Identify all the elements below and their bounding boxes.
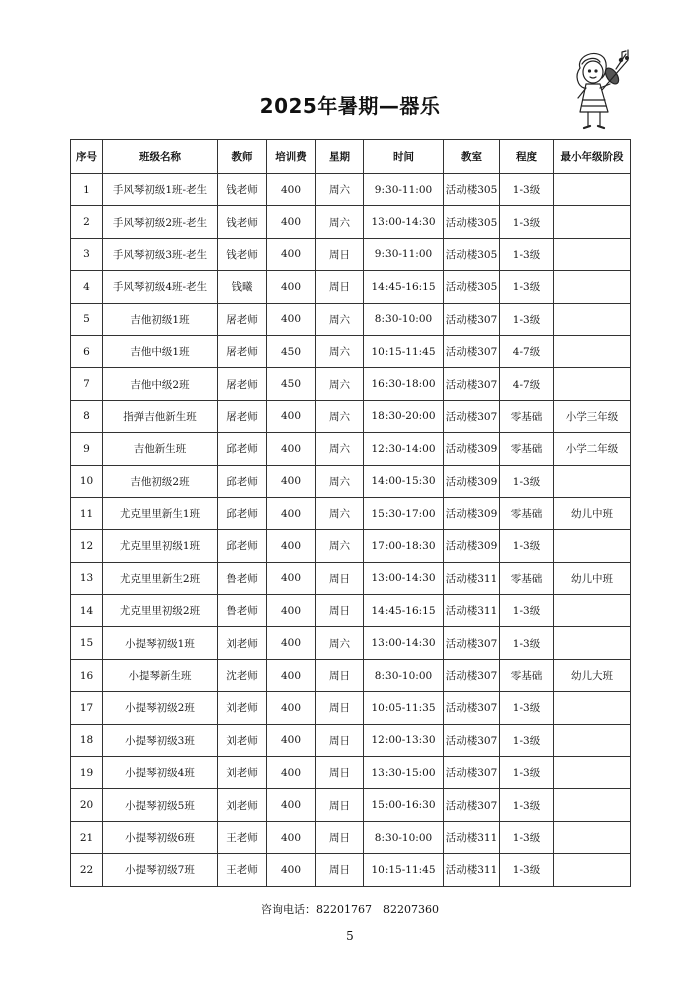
violin-girl-icon <box>566 46 636 136</box>
cell-class-name: 尤克里里初级2班 <box>103 595 218 627</box>
cell-level: 1-3级 <box>500 206 554 238</box>
cell-class-name: 指弹吉他新生班 <box>103 400 218 432</box>
cell-time: 10:05-11:35 <box>364 692 444 724</box>
cell-level: 零基础 <box>500 400 554 432</box>
cell-class-name: 手风琴初级1班-老生 <box>103 174 218 206</box>
cell-fee: 400 <box>267 400 316 432</box>
cell-teacher: 钱老师 <box>218 206 267 238</box>
cell-weekday: 周日 <box>316 238 364 270</box>
cell-level: 1-3级 <box>500 789 554 821</box>
cell-index: 3 <box>71 238 103 270</box>
cell-weekday: 周六 <box>316 465 364 497</box>
cell-time: 12:30-14:00 <box>364 433 444 465</box>
cell-teacher: 屠老师 <box>218 303 267 335</box>
cell-teacher: 刘老师 <box>218 692 267 724</box>
page-number: 5 <box>346 929 354 943</box>
cell-weekday: 周六 <box>316 303 364 335</box>
cell-class-name: 小提琴初级6班 <box>103 821 218 853</box>
cell-time: 14:45-16:15 <box>364 595 444 627</box>
cell-class-name: 吉他中级1班 <box>103 335 218 367</box>
cell-class-name: 手风琴初级4班-老生 <box>103 271 218 303</box>
cell-class-name: 吉他中级2班 <box>103 368 218 400</box>
cell-level: 1-3级 <box>500 530 554 562</box>
cell-fee: 400 <box>267 627 316 659</box>
cell-time: 18:30-20:00 <box>364 400 444 432</box>
table-row <box>71 789 631 821</box>
cell-classroom: 活动楼307 <box>444 303 500 335</box>
table-row <box>71 238 631 270</box>
cell-class-name: 尤克里里新生1班 <box>103 497 218 529</box>
cell-teacher: 屠老师 <box>218 400 267 432</box>
table-row <box>71 271 631 303</box>
cell-teacher: 邱老师 <box>218 433 267 465</box>
cell-class-name: 小提琴初级4班 <box>103 757 218 789</box>
cell-min-grade <box>554 627 631 659</box>
cell-teacher: 王老师 <box>218 821 267 853</box>
cell-classroom: 活动楼309 <box>444 433 500 465</box>
cell-index: 18 <box>71 724 103 756</box>
cell-weekday: 周日 <box>316 595 364 627</box>
header-classroom: 教室 <box>444 140 500 174</box>
cell-min-grade: 幼儿中班 <box>554 562 631 594</box>
cell-time: 17:00-18:30 <box>364 530 444 562</box>
cell-fee: 400 <box>267 821 316 853</box>
table-header-row <box>71 140 631 174</box>
cell-time: 13:00-14:30 <box>364 562 444 594</box>
cell-fee: 400 <box>267 206 316 238</box>
cell-level: 零基础 <box>500 562 554 594</box>
table-row <box>71 497 631 529</box>
cell-level: 1-3级 <box>500 854 554 886</box>
cell-teacher: 邱老师 <box>218 497 267 529</box>
cell-time: 15:30-17:00 <box>364 497 444 529</box>
cell-index: 16 <box>71 659 103 691</box>
cell-min-grade: 幼儿大班 <box>554 659 631 691</box>
header-fee: 培训费 <box>267 140 316 174</box>
cell-fee: 400 <box>267 530 316 562</box>
cell-class-name: 小提琴初级2班 <box>103 692 218 724</box>
header-level: 程度 <box>500 140 554 174</box>
cell-min-grade: 小学二年级 <box>554 433 631 465</box>
cell-index: 12 <box>71 530 103 562</box>
cell-min-grade <box>554 854 631 886</box>
cell-weekday: 周日 <box>316 821 364 853</box>
cell-min-grade <box>554 789 631 821</box>
cell-level: 1-3级 <box>500 174 554 206</box>
table-row <box>71 433 631 465</box>
cell-time: 14:00-15:30 <box>364 465 444 497</box>
contact-phone: 咨询电话：82201767 82207360 <box>261 903 439 916</box>
cell-index: 17 <box>71 692 103 724</box>
cell-min-grade <box>554 303 631 335</box>
cell-weekday: 周六 <box>316 206 364 238</box>
cell-level: 1-3级 <box>500 724 554 756</box>
cell-min-grade <box>554 692 631 724</box>
cell-class-name: 小提琴初级3班 <box>103 724 218 756</box>
cell-classroom: 活动楼305 <box>444 206 500 238</box>
cell-teacher: 刘老师 <box>218 627 267 659</box>
cell-weekday: 周六 <box>316 174 364 206</box>
cell-fee: 400 <box>267 465 316 497</box>
cell-class-name: 手风琴初级3班-老生 <box>103 238 218 270</box>
cell-min-grade: 幼儿中班 <box>554 497 631 529</box>
page-title: 2025年暑期—器乐 <box>259 94 441 118</box>
table-row <box>71 692 631 724</box>
cell-classroom: 活动楼307 <box>444 627 500 659</box>
table-row <box>71 174 631 206</box>
table-row <box>71 530 631 562</box>
table-row <box>71 854 631 886</box>
cell-min-grade <box>554 595 631 627</box>
cell-classroom: 活动楼305 <box>444 238 500 270</box>
cell-teacher: 钱老师 <box>218 238 267 270</box>
cell-index: 22 <box>71 854 103 886</box>
cell-classroom: 活动楼305 <box>444 271 500 303</box>
cell-teacher: 钱曦 <box>218 271 267 303</box>
cell-fee: 400 <box>267 497 316 529</box>
cell-teacher: 刘老师 <box>218 757 267 789</box>
cell-class-name: 小提琴新生班 <box>103 659 218 691</box>
cell-class-name: 吉他新生班 <box>103 433 218 465</box>
cell-classroom: 活动楼307 <box>444 400 500 432</box>
cell-level: 1-3级 <box>500 627 554 659</box>
table-row <box>71 595 631 627</box>
cell-weekday: 周六 <box>316 400 364 432</box>
cell-teacher: 钱老师 <box>218 174 267 206</box>
cell-fee: 400 <box>267 303 316 335</box>
table-row <box>71 206 631 238</box>
cell-index: 10 <box>71 465 103 497</box>
cell-min-grade <box>554 465 631 497</box>
table-row <box>71 562 631 594</box>
cell-time: 15:00-16:30 <box>364 789 444 821</box>
cell-classroom: 活动楼309 <box>444 497 500 529</box>
cell-index: 13 <box>71 562 103 594</box>
cell-level: 1-3级 <box>500 595 554 627</box>
cell-level: 1-3级 <box>500 465 554 497</box>
cell-fee: 400 <box>267 659 316 691</box>
cell-time: 13:30-15:00 <box>364 757 444 789</box>
cell-weekday: 周六 <box>316 627 364 659</box>
cell-level: 4-7级 <box>500 368 554 400</box>
cell-classroom: 活动楼307 <box>444 724 500 756</box>
cell-teacher: 刘老师 <box>218 724 267 756</box>
cell-classroom: 活动楼311 <box>444 854 500 886</box>
cell-fee: 400 <box>267 433 316 465</box>
cell-level: 1-3级 <box>500 238 554 270</box>
table-row <box>71 724 631 756</box>
cell-class-name: 尤克里里新生2班 <box>103 562 218 594</box>
table-row <box>71 465 631 497</box>
table-row <box>71 400 631 432</box>
cell-classroom: 活动楼309 <box>444 465 500 497</box>
cell-fee: 400 <box>267 692 316 724</box>
cell-classroom: 活动楼307 <box>444 368 500 400</box>
cell-classroom: 活动楼305 <box>444 174 500 206</box>
cell-index: 8 <box>71 400 103 432</box>
header-weekday: 星期 <box>316 140 364 174</box>
cell-classroom: 活动楼307 <box>444 335 500 367</box>
cell-level: 4-7级 <box>500 335 554 367</box>
cell-class-name: 小提琴初级5班 <box>103 789 218 821</box>
cell-teacher: 刘老师 <box>218 789 267 821</box>
cell-weekday: 周六 <box>316 530 364 562</box>
cell-weekday: 周六 <box>316 433 364 465</box>
cell-index: 19 <box>71 757 103 789</box>
cell-class-name: 小提琴初级7班 <box>103 854 218 886</box>
cell-index: 6 <box>71 335 103 367</box>
cell-time: 8:30-10:00 <box>364 659 444 691</box>
cell-index: 11 <box>71 497 103 529</box>
cell-min-grade <box>554 530 631 562</box>
cell-teacher: 鲁老师 <box>218 595 267 627</box>
cell-class-name: 小提琴初级1班 <box>103 627 218 659</box>
cell-fee: 450 <box>267 335 316 367</box>
cell-classroom: 活动楼311 <box>444 562 500 594</box>
cell-teacher: 王老师 <box>218 854 267 886</box>
cell-time: 10:15-11:45 <box>364 854 444 886</box>
cell-level: 1-3级 <box>500 303 554 335</box>
cell-weekday: 周日 <box>316 692 364 724</box>
cell-teacher: 沈老师 <box>218 659 267 691</box>
cell-class-name: 吉他初级2班 <box>103 465 218 497</box>
cell-time: 14:45-16:15 <box>364 271 444 303</box>
cell-index: 15 <box>71 627 103 659</box>
table-row <box>71 757 631 789</box>
header-time: 时间 <box>364 140 444 174</box>
cell-fee: 400 <box>267 789 316 821</box>
cell-weekday: 周六 <box>316 335 364 367</box>
cell-min-grade <box>554 174 631 206</box>
cell-min-grade <box>554 335 631 367</box>
cell-time: 13:00-14:30 <box>364 206 444 238</box>
cell-weekday: 周日 <box>316 854 364 886</box>
cell-index: 21 <box>71 821 103 853</box>
cell-index: 4 <box>71 271 103 303</box>
cell-classroom: 活动楼311 <box>444 595 500 627</box>
cell-level: 1-3级 <box>500 821 554 853</box>
cell-level: 零基础 <box>500 497 554 529</box>
cell-weekday: 周六 <box>316 368 364 400</box>
table-row <box>71 821 631 853</box>
cell-time: 12:00-13:30 <box>364 724 444 756</box>
cell-classroom: 活动楼307 <box>444 789 500 821</box>
cell-class-name: 手风琴初级2班-老生 <box>103 206 218 238</box>
header-class-name: 班级名称 <box>103 140 218 174</box>
cell-fee: 400 <box>267 562 316 594</box>
cell-fee: 400 <box>267 724 316 756</box>
cell-weekday: 周日 <box>316 562 364 594</box>
header-index: 序号 <box>71 140 103 174</box>
cell-weekday: 周日 <box>316 724 364 756</box>
table-row <box>71 335 631 367</box>
cell-index: 7 <box>71 368 103 400</box>
cell-level: 零基础 <box>500 433 554 465</box>
cell-teacher: 屠老师 <box>218 335 267 367</box>
cell-teacher: 邱老师 <box>218 530 267 562</box>
cell-min-grade <box>554 724 631 756</box>
cell-level: 1-3级 <box>500 271 554 303</box>
cell-min-grade <box>554 368 631 400</box>
cell-index: 2 <box>71 206 103 238</box>
cell-weekday: 周六 <box>316 497 364 529</box>
cell-index: 14 <box>71 595 103 627</box>
cell-min-grade <box>554 206 631 238</box>
cell-class-name: 尤克里里初级1班 <box>103 530 218 562</box>
cell-classroom: 活动楼307 <box>444 692 500 724</box>
header-min-grade: 最小年级阶段 <box>554 140 631 174</box>
cell-level: 1-3级 <box>500 757 554 789</box>
table-row <box>71 627 631 659</box>
cell-min-grade <box>554 271 631 303</box>
cell-teacher: 屠老师 <box>218 368 267 400</box>
cell-weekday: 周日 <box>316 659 364 691</box>
table-row <box>71 368 631 400</box>
cell-fee: 450 <box>267 368 316 400</box>
cell-fee: 400 <box>267 238 316 270</box>
cell-time: 16:30-18:00 <box>364 368 444 400</box>
cell-level: 1-3级 <box>500 692 554 724</box>
cell-time: 10:15-11:45 <box>364 335 444 367</box>
cell-fee: 400 <box>267 595 316 627</box>
cell-min-grade <box>554 238 631 270</box>
cell-fee: 400 <box>267 271 316 303</box>
cell-classroom: 活动楼307 <box>444 757 500 789</box>
cell-index: 20 <box>71 789 103 821</box>
cell-fee: 400 <box>267 757 316 789</box>
cell-weekday: 周日 <box>316 789 364 821</box>
cell-fee: 400 <box>267 174 316 206</box>
cell-min-grade <box>554 821 631 853</box>
cell-time: 13:00-14:30 <box>364 627 444 659</box>
cell-index: 9 <box>71 433 103 465</box>
cell-index: 1 <box>71 174 103 206</box>
header-teacher: 教师 <box>218 140 267 174</box>
table-row <box>71 303 631 335</box>
cell-index: 5 <box>71 303 103 335</box>
cell-teacher: 鲁老师 <box>218 562 267 594</box>
cell-fee: 400 <box>267 854 316 886</box>
cell-time: 8:30-10:00 <box>364 303 444 335</box>
cell-time: 9:30-11:00 <box>364 174 444 206</box>
table-row <box>71 659 631 691</box>
cell-min-grade: 小学三年级 <box>554 400 631 432</box>
cell-classroom: 活动楼307 <box>444 659 500 691</box>
class-schedule-table <box>70 139 631 887</box>
cell-weekday: 周日 <box>316 757 364 789</box>
cell-teacher: 邱老师 <box>218 465 267 497</box>
cell-weekday: 周日 <box>316 271 364 303</box>
cell-class-name: 吉他初级1班 <box>103 303 218 335</box>
cell-level: 零基础 <box>500 659 554 691</box>
cell-time: 8:30-10:00 <box>364 821 444 853</box>
cell-classroom: 活动楼311 <box>444 821 500 853</box>
cell-min-grade <box>554 757 631 789</box>
cell-classroom: 活动楼309 <box>444 530 500 562</box>
cell-time: 9:30-11:00 <box>364 238 444 270</box>
